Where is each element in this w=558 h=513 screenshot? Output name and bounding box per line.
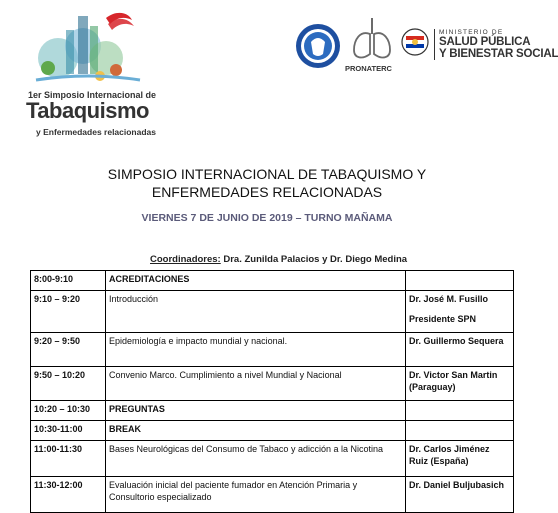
ministry-line-2: SALUD PÚBLICA <box>439 36 531 48</box>
speaker-cell: Dr. Daniel Buljubasich <box>406 477 514 513</box>
logo-subtitle-1: 1er Simposio Internacional de <box>28 90 157 100</box>
activity-cell: Introducción <box>106 291 406 333</box>
institution-logos <box>294 16 558 76</box>
speaker-cell <box>406 291 514 333</box>
table-row <box>31 271 514 291</box>
speaker-role: Presidente SPN <box>409 314 477 324</box>
speaker-cell: Dr. Carlos Jiménez Ruiz (España) <box>406 441 514 477</box>
table-row <box>31 291 514 333</box>
title-line-2: ENFERMEDADES RELACIONADAS <box>151 184 383 200</box>
time-cell: 11:00-11:30 <box>31 441 106 477</box>
society-seal-icon <box>294 22 342 70</box>
pronaterc-label: PRONATERC <box>345 64 392 73</box>
lungs-icon <box>350 16 394 62</box>
time-cell: 10:30-11:00 <box>31 421 106 441</box>
activity-cell: PREGUNTAS <box>106 401 406 421</box>
schedule-table <box>30 270 514 513</box>
coordinators <box>150 254 407 265</box>
logo-subtitle-2: y Enfermedades relacionadas <box>36 127 157 137</box>
ministry-line-1: MINISTERIO DE <box>439 29 504 36</box>
symposium-logo <box>10 6 160 136</box>
symposium-logo-graphic <box>28 6 148 90</box>
speaker-cell <box>406 401 514 421</box>
activity-cell: Epidemiología e impacto mundial y nacional. <box>106 333 406 367</box>
coordinators-label: Coordinadores: <box>150 254 221 265</box>
time-cell: 9:50 – 10:20 <box>31 367 106 401</box>
ministry-line-3: Y BIENESTAR SOCIAL <box>439 48 558 60</box>
document-title <box>0 165 534 201</box>
activity-cell: BREAK <box>106 421 406 441</box>
time-cell: 10:20 – 10:30 <box>31 401 106 421</box>
speaker-cell <box>406 271 514 291</box>
activity-cell: Evaluación inicial del paciente fumador en Atención Primaria y Consultorio especializado <box>106 477 406 513</box>
document-subtitle: VIERNES 7 DE JUNIO DE 2019 – TURNO MAÑAMA <box>141 212 393 224</box>
table-row <box>31 477 514 513</box>
time-cell: 11:30-12:00 <box>31 477 106 513</box>
activity-cell: ACREDITACIONES <box>106 271 406 291</box>
speaker-cell: Dr. Guillermo Sequera <box>406 333 514 367</box>
national-seal-icon <box>400 27 430 57</box>
table-row <box>31 421 514 441</box>
table-row <box>31 441 514 477</box>
time-cell: 9:10 – 9:20 <box>31 291 106 333</box>
logo-wordmark: Tabaquismo <box>26 98 149 123</box>
title-line-1: SIMPOSIO INTERNACIONAL DE TABAQUISMO Y <box>107 166 427 182</box>
table-row <box>31 401 514 421</box>
time-cell: 9:20 – 9:50 <box>31 333 106 367</box>
speaker-cell: Dr. Victor San Martin (Paraguay) <box>406 367 514 401</box>
ministry-name <box>434 29 558 60</box>
activity-cell: Convenio Marco. Cumplimiento a nivel Mundial y Nacional <box>106 367 406 401</box>
time-cell: 8:00-9:10 <box>31 271 106 291</box>
table-row <box>31 333 514 367</box>
speaker-name: Dr. José M. Fusillo <box>409 294 489 304</box>
coordinators-names: Dra. Zunilda Palacios y Dr. Diego Medina <box>220 254 408 265</box>
activity-cell: Bases Neurológicas del Consumo de Tabaco y adicción a la Nicotina <box>106 441 406 477</box>
speaker-cell <box>406 421 514 441</box>
table-row <box>31 367 514 401</box>
